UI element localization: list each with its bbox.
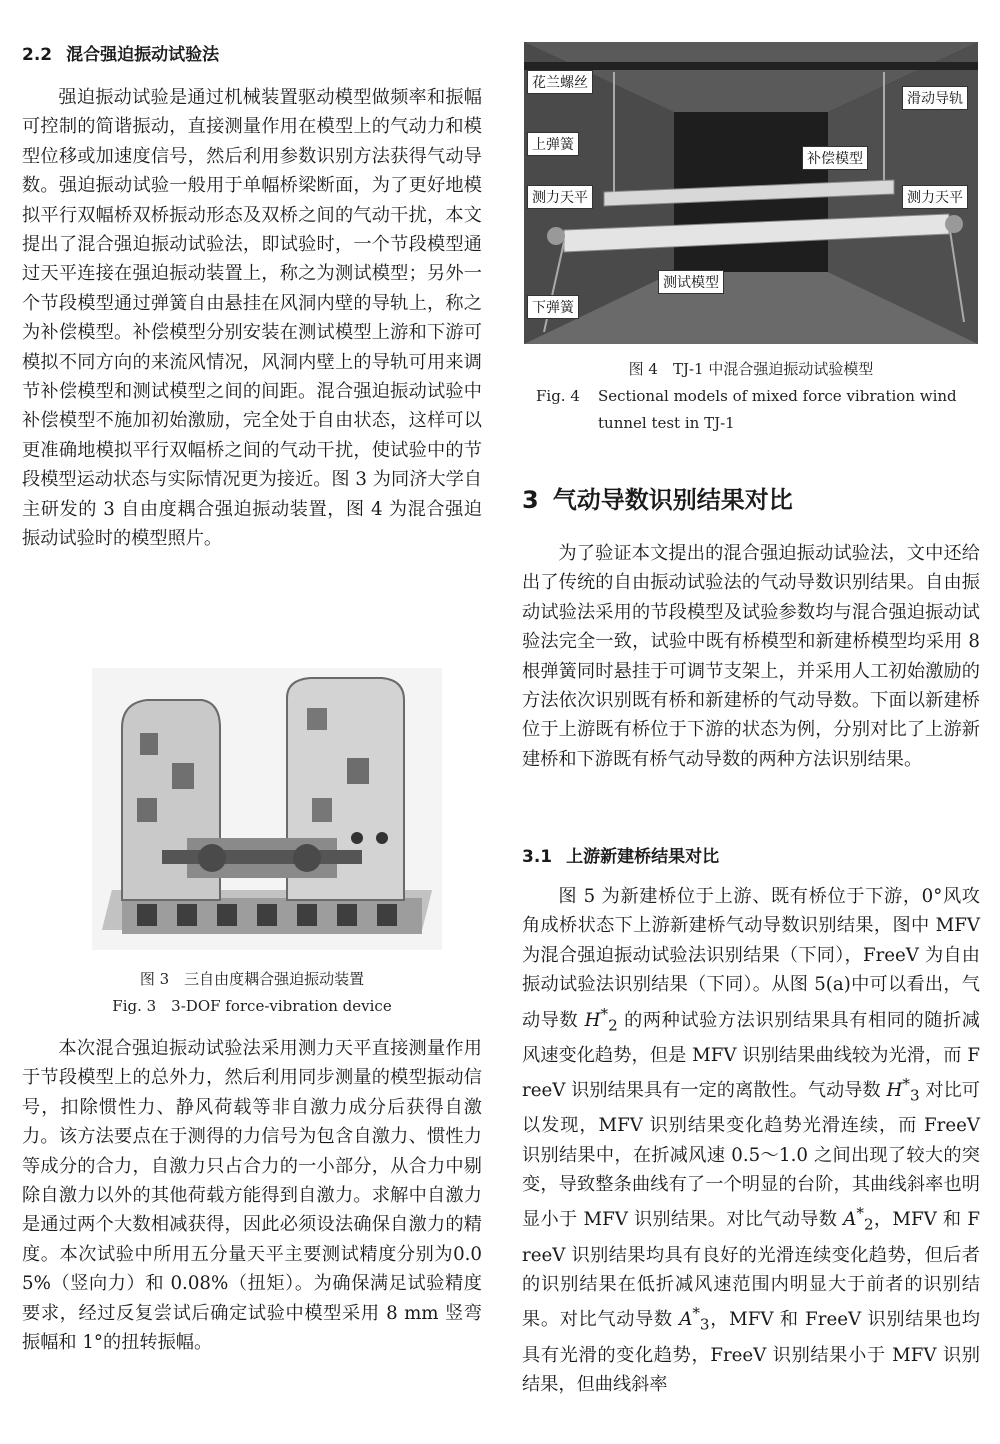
section-title: 气动导数识别结果对比 <box>552 486 793 514</box>
figure-4-caption-en-number: Fig. 4 <box>536 387 580 405</box>
section-title: 上游新建桥结果对比 <box>566 847 720 867</box>
figure-4-caption-cn: 图 4 TJ-1 中混合强迫振动试验模型 <box>628 360 874 378</box>
section-title: 混合强迫振动试验法 <box>66 45 220 65</box>
section-heading-3 <box>522 480 793 515</box>
label-turnbuckle: 花兰螺丝 <box>527 70 593 94</box>
label-compensation-model: 补偿模型 <box>802 146 868 170</box>
section-number: 3 <box>522 486 539 514</box>
label-slide-rail: 滑动导轨 <box>902 86 968 110</box>
figure-4-wind-tunnel-photo <box>524 42 978 344</box>
label-balance-right: 测力天平 <box>902 185 968 209</box>
forced-vibration-device-illustration <box>92 668 442 950</box>
section-heading-3-1 <box>522 842 719 867</box>
label-upper-spring: 上弹簧 <box>527 132 579 156</box>
paragraph-upstream-results: 图 5 为新建桥位于上游、既有桥位于下游，0°风攻角成桥状态下上游新建桥气动导数识别结果，图中 MFV 为混合强迫振动试验法识别结果（下同），FreeV 为自由振动试验法识别结果（下同）。从图 5(a)中可以看出，气动导数 $H^*_2$ 的两种试验方法识别结果具有相同的随折减风速变化趋势，但是 MFV 识别结果曲线较为光滑，而 FreeV 识别结果具有一定的离散性。气动导数 $H^*_3$ 对比可以发现，MFV 识别结果变化趋势光滑连续，而 FreeV 识别结果中，在折减风速 0.5～1.0 之间出现了较大的突变，导致整条曲线有了一个明显的台阶，其曲线斜率也明显小于 MFV 识别结果。对比气动导数 $A^*_2$，MFV 和 FreeV 识别结果均具有良好的光滑连续变化趋势，但后者的识别结果在低折减风速范围内明显大于前者的识别结果。对比气动导数 $A^*_3$，MFV 和 FreeV 识别结果也均具有光滑的变化趋势，FreeV 识别结果小于 MFV 识别结果，但曲线斜率 <box>522 886 980 1395</box>
section-number: 3.1 <box>522 847 553 867</box>
label-lower-spring: 下弹簧 <box>527 295 579 319</box>
section-number: 2.2 <box>22 45 53 65</box>
section-heading-2-2 <box>22 40 219 65</box>
figure-3-device-photo <box>92 668 442 950</box>
figure-3-caption-cn: 图 3 三自由度耦合强迫振动装置 <box>139 970 365 988</box>
label-balance-left: 测力天平 <box>527 185 593 209</box>
label-test-model: 测试模型 <box>658 270 724 294</box>
paragraph-force-balance: 本次混合强迫振动试验法采用测力天平直接测量作用于节段模型上的总外力，然后利用同步测量的模型振动信号，扣除惯性力、静风荷载等非自激力成分后获得自激力。该方法要点在于测得的力信号为包含自激力、惯性力等成分的合力，自激力只占合力的一小部分，从合力中剔除自激力以外的其他荷载方能得到自激力。求解中自激力是通过两个大数相减获得，因此必须设法确保自激力的精度。本次试验中所用五分量天平主要测试精度分别为0.05%（竖向力）和 0.08%（扭矩）。为确保满足试验精度要求，经过反复尝试后确定试验中模型采用 8 mm 竖弯振幅和 1°的扭转振幅。 <box>22 1038 482 1354</box>
paragraph-forced-vibration: 强迫振动试验是通过机械装置驱动模型做频率和振幅可控制的简谐振动，直接测量作用在模型上的气动力和模型位移或加速度信号，然后利用参数识别方法获得气动导数。强迫振动试验一般用于单幅桥梁断面，为了更好地模拟平行双幅桥双桥振动形态及双桥之间的气动干扰，本文提出了混合强迫振动试验法，即试验时，一个节段模型通过天平连接在强迫振动装置上，称之为测试模型；另外一个节段模型通过弹簧自由悬挂在风洞内壁的导轨上，称之为补偿模型。补偿模型分别安装在测试模型上游和下游可模拟不同方向的来流风情况，风洞内壁上的导轨可用来调节补偿模型和测试模型之间的间距。混合强迫振动试验中补偿模型不施加初始激励，完全处于自由状态，这样可以更准确地模拟平行双幅桥之间的气动干扰，使试验中的节段模型运动状态与实际情况更为接近。图 3 为同济大学自主研发的 3 自由度耦合强迫振动装置，图 4 为混合强迫振动试验时的模型照片。 <box>22 87 482 550</box>
figure-3-caption-en: Fig. 3 3-DOF force-vibration device <box>112 997 392 1015</box>
paragraph-comparison-intro: 为了验证本文提出的混合强迫振动试验法，文中还给出了传统的自由振动试验法的气动导数识别结果。自由振动试验法采用的节段模型及试验参数均与混合强迫振动试验法完全一致，试验中既有桥模型和新建桥模型均采用 8 根弹簧同时悬挂于可调节支架上，并采用人工初始激励的方法依次识别既有桥和新建桥的气动导数。下面以新建桥位于上游既有桥位于下游的状态为例，分别对比了上游新建桥和下游既有桥气动导数的两种方法识别结果。 <box>522 543 980 770</box>
figure-4-caption-en-text: Sectional models of mixed force vibration wind tunnel test in TJ-1 <box>598 387 957 432</box>
